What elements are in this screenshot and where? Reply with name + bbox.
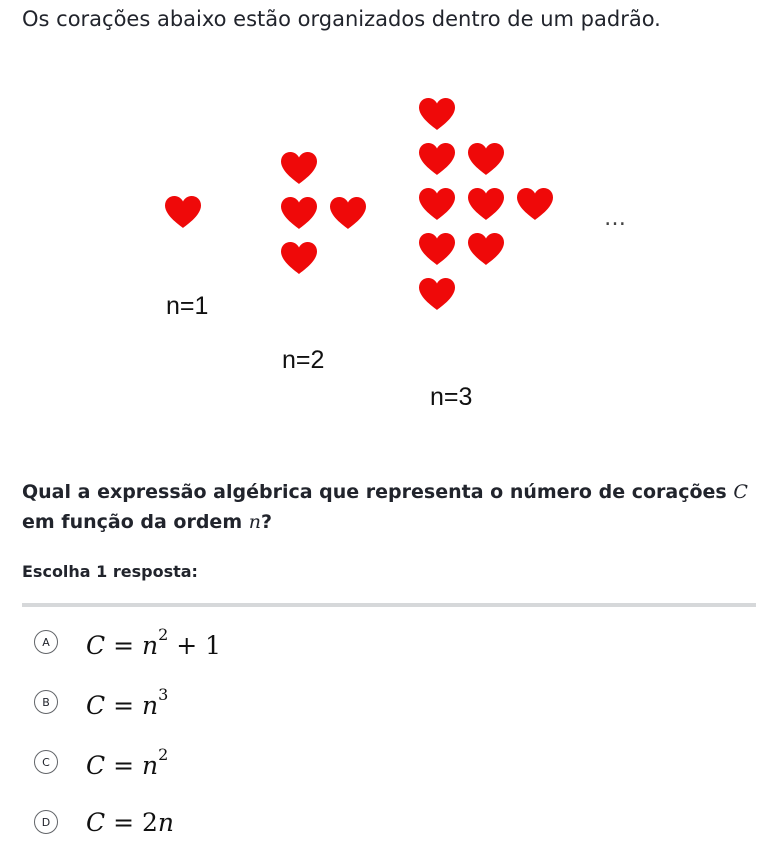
intro-text: Os corações abaixo estão organizados dentro de um padrão. [22,7,661,31]
heart-icon [163,194,203,230]
question-text: Qual a expressão algébrica que representa o número de corações C em função da ordem n? [22,481,748,533]
heart-icon [515,186,555,222]
option-d[interactable] [22,792,756,852]
choose-instruction: Escolha 1 resposta: [22,562,198,581]
var-n: n [248,511,261,533]
formula-b: $C = n^3$ [86,684,169,720]
option-b[interactable] [22,672,756,732]
divider [22,603,756,607]
label-n3: n=3 [430,383,473,411]
heart-icon [417,96,457,132]
option-a[interactable] [22,612,756,672]
radio-b[interactable]: B [34,690,58,714]
heart-icon [466,141,506,177]
formula-a: $C = n^2 + 1$ [86,624,222,660]
heart-icon [279,195,319,231]
heart-icon [328,195,368,231]
radio-d[interactable]: D [34,810,58,834]
answer-options [22,612,756,852]
var-c: C [733,481,748,503]
heart-icon [417,141,457,177]
heart-icon [417,231,457,267]
heart-icon [466,231,506,267]
formula-c: $C = n^2$ [86,744,169,780]
continuation-ellipsis: … [604,206,628,231]
option-c[interactable] [22,732,756,792]
heart-icon [279,150,319,186]
hearts-pattern-figure [0,0,773,430]
heart-icon [417,186,457,222]
radio-a[interactable]: A [34,630,58,654]
label-n1: n=1 [166,292,209,320]
label-n2: n=2 [282,346,325,374]
heart-icon [466,186,506,222]
heart-icon [417,276,457,312]
radio-c[interactable]: C [34,750,58,774]
formula-d: C = 2n [86,807,174,837]
heart-icon [279,240,319,276]
